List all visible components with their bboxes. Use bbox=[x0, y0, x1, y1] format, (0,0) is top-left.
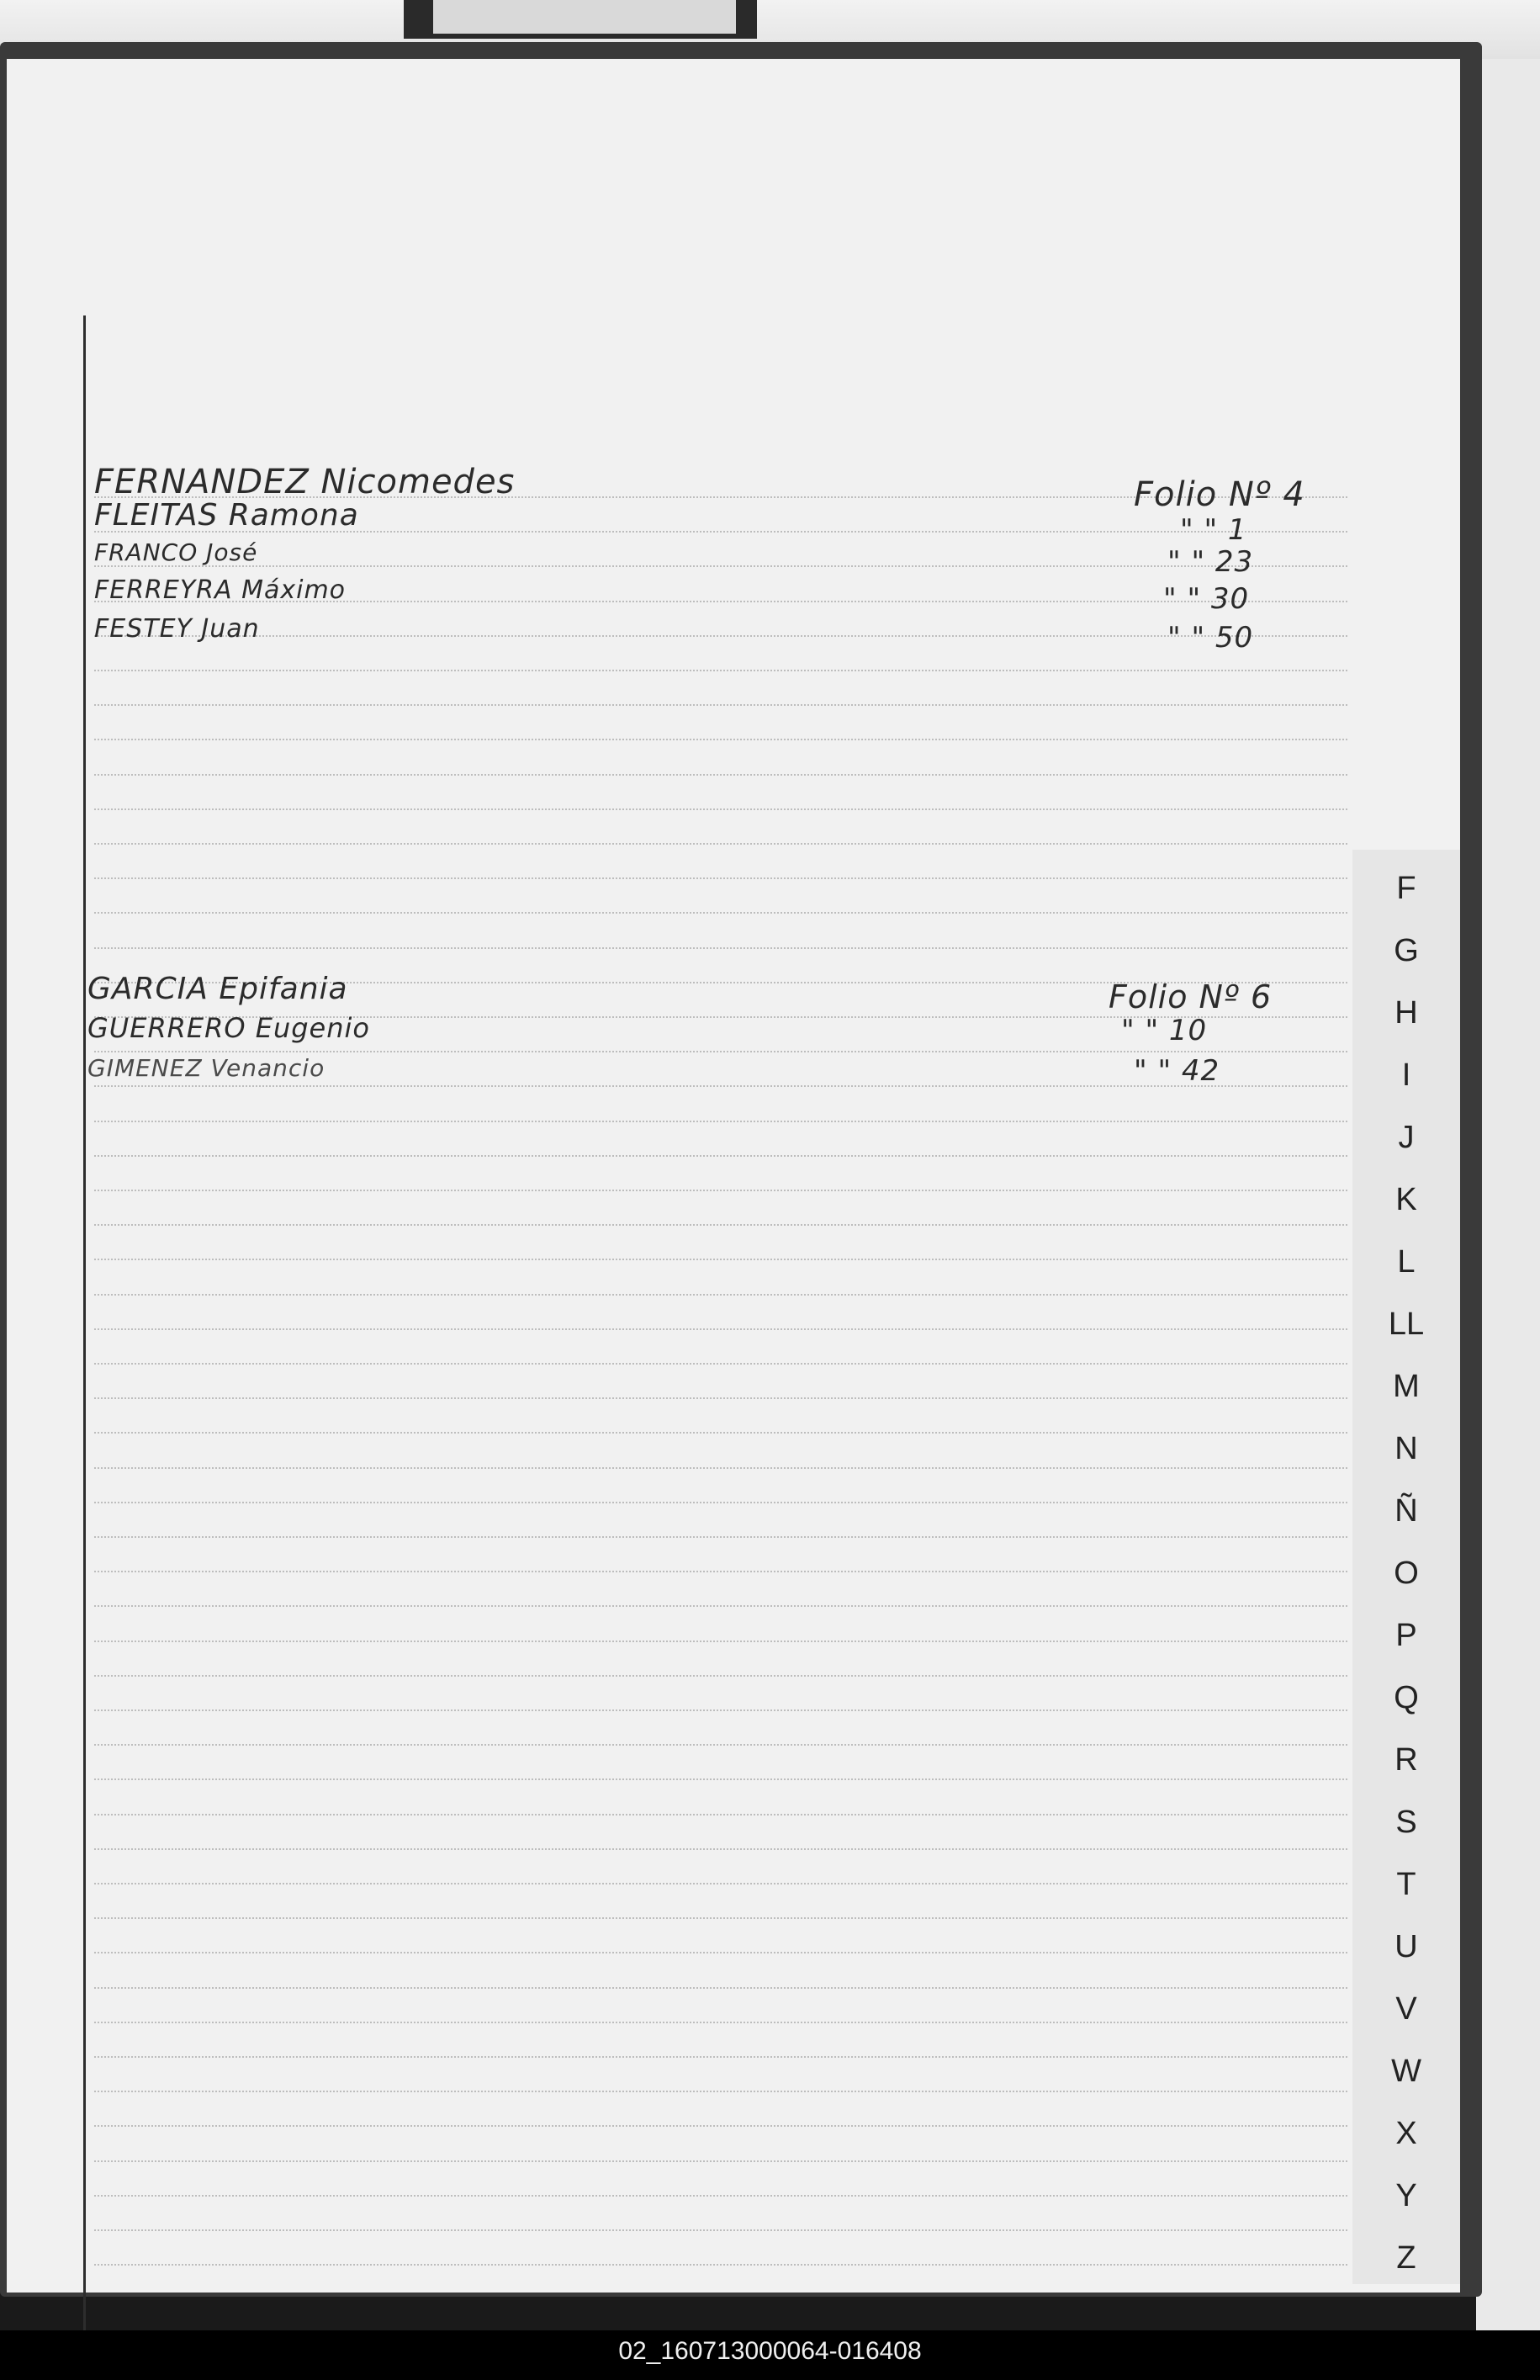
right-background-strip bbox=[1476, 59, 1540, 2330]
tab-letter[interactable]: R bbox=[1394, 1742, 1418, 1778]
ruled-line bbox=[94, 1917, 1347, 1919]
index-page bbox=[7, 59, 1460, 2293]
ruled-line bbox=[94, 635, 1347, 637]
ruled-line bbox=[94, 1190, 1347, 1191]
ruled-line bbox=[94, 2125, 1347, 2127]
ruled-line bbox=[94, 2091, 1347, 2092]
ruled-line bbox=[94, 670, 1347, 671]
entry-name: GIMENEZ Venancio bbox=[87, 1054, 325, 1082]
ruled-line bbox=[94, 1778, 1347, 1780]
tab-letter[interactable]: K bbox=[1395, 1182, 1417, 1217]
ruled-line bbox=[94, 1571, 1347, 1572]
ruled-line bbox=[94, 1952, 1347, 1953]
tab-letter[interactable]: S bbox=[1395, 1805, 1417, 1840]
entry-folio: " " 30 bbox=[1163, 582, 1250, 616]
entry-folio: Folio Nº 4 bbox=[1134, 475, 1305, 514]
ruled-line bbox=[94, 1709, 1347, 1711]
ruled-line bbox=[94, 843, 1347, 845]
ruled-line bbox=[94, 2160, 1347, 2162]
ruled-line bbox=[94, 1155, 1347, 1157]
ruled-line bbox=[94, 1883, 1347, 1884]
ruled-line bbox=[94, 1605, 1347, 1607]
tab-letter[interactable]: F bbox=[1396, 871, 1416, 906]
ruled-line bbox=[94, 1536, 1347, 1538]
entry-name: GARCIA Epifania bbox=[87, 972, 348, 1006]
ruled-line bbox=[94, 1363, 1347, 1365]
ruled-line bbox=[94, 877, 1347, 879]
ruled-line bbox=[94, 1224, 1347, 1226]
tab-letter[interactable]: V bbox=[1395, 1991, 1417, 2027]
tab-letter[interactable]: Y bbox=[1395, 2178, 1417, 2213]
ruled-line bbox=[94, 565, 1347, 567]
ruled-line bbox=[94, 1814, 1347, 1815]
tab-letter[interactable]: M bbox=[1393, 1369, 1420, 1404]
entry-name: FLEITAS Ramona bbox=[94, 498, 359, 533]
tab-letter[interactable]: Z bbox=[1396, 2240, 1416, 2276]
entry-name: FERNANDEZ Nicomedes bbox=[94, 463, 516, 501]
tab-letter[interactable]: J bbox=[1398, 1120, 1415, 1155]
ruled-line bbox=[94, 1502, 1347, 1503]
entry-name: FERREYRA Máximo bbox=[94, 575, 347, 605]
ruled-line bbox=[94, 912, 1347, 914]
ruled-line bbox=[94, 1397, 1347, 1399]
tab-letter[interactable]: N bbox=[1394, 1431, 1418, 1466]
entry-name: FRANCO José bbox=[94, 538, 258, 566]
ruled-line bbox=[94, 2195, 1347, 2197]
ruled-line bbox=[94, 947, 1347, 949]
ruled-line bbox=[94, 1328, 1347, 1330]
ruled-line bbox=[94, 774, 1347, 776]
entry-folio: " " 23 bbox=[1167, 545, 1254, 579]
tab-letter[interactable]: O bbox=[1394, 1556, 1419, 1591]
ruled-line bbox=[94, 2056, 1347, 2058]
entry-folio: " " 10 bbox=[1121, 1014, 1208, 1047]
entry-name: FESTEY Juan bbox=[94, 614, 260, 644]
tab-letter[interactable]: L bbox=[1397, 1244, 1416, 1280]
ruled-line bbox=[94, 2264, 1347, 2266]
tab-letter[interactable]: X bbox=[1395, 2116, 1417, 2151]
ruled-line bbox=[94, 1294, 1347, 1296]
tab-letter[interactable]: Q bbox=[1394, 1680, 1419, 1715]
ruled-line bbox=[94, 739, 1347, 740]
entry-folio: " " 1 bbox=[1180, 513, 1247, 547]
ruled-line bbox=[94, 704, 1347, 706]
tab-letter[interactable]: U bbox=[1394, 1929, 1418, 1964]
tab-letter[interactable]: G bbox=[1394, 933, 1419, 968]
ruled-line bbox=[94, 808, 1347, 810]
footer-caption: 02_160713000064-016408 bbox=[618, 2337, 922, 2365]
entry-name: GUERRERO Eugenio bbox=[87, 1012, 370, 1044]
tab-letter[interactable]: P bbox=[1395, 1618, 1417, 1653]
ruled-line bbox=[94, 2229, 1347, 2231]
ruled-line bbox=[94, 1744, 1347, 1746]
ruled-line bbox=[94, 1467, 1347, 1469]
ruled-line bbox=[94, 1987, 1347, 1989]
ruled-line bbox=[94, 1848, 1347, 1850]
tab-letter[interactable]: Ñ bbox=[1394, 1493, 1418, 1529]
entry-folio: " " 42 bbox=[1134, 1054, 1220, 1088]
tab-letter[interactable]: W bbox=[1391, 2054, 1421, 2089]
ruled-line bbox=[94, 1641, 1347, 1642]
ruled-line bbox=[94, 1259, 1347, 1260]
ruled-line bbox=[94, 1675, 1347, 1677]
ruled-line bbox=[94, 1121, 1347, 1122]
tab-letter[interactable]: LL bbox=[1388, 1307, 1425, 1342]
tab-letter[interactable]: I bbox=[1401, 1057, 1411, 1093]
entry-folio: Folio Nº 6 bbox=[1109, 978, 1273, 1015]
ruled-line bbox=[94, 1051, 1347, 1052]
top-light-band bbox=[433, 0, 736, 34]
ruled-line bbox=[94, 2022, 1347, 2023]
entry-folio: " " 50 bbox=[1167, 621, 1254, 655]
tab-letter[interactable]: H bbox=[1394, 995, 1418, 1031]
tab-letter[interactable]: T bbox=[1396, 1867, 1416, 1902]
ruled-line bbox=[94, 1432, 1347, 1434]
margin-line bbox=[83, 315, 86, 2330]
